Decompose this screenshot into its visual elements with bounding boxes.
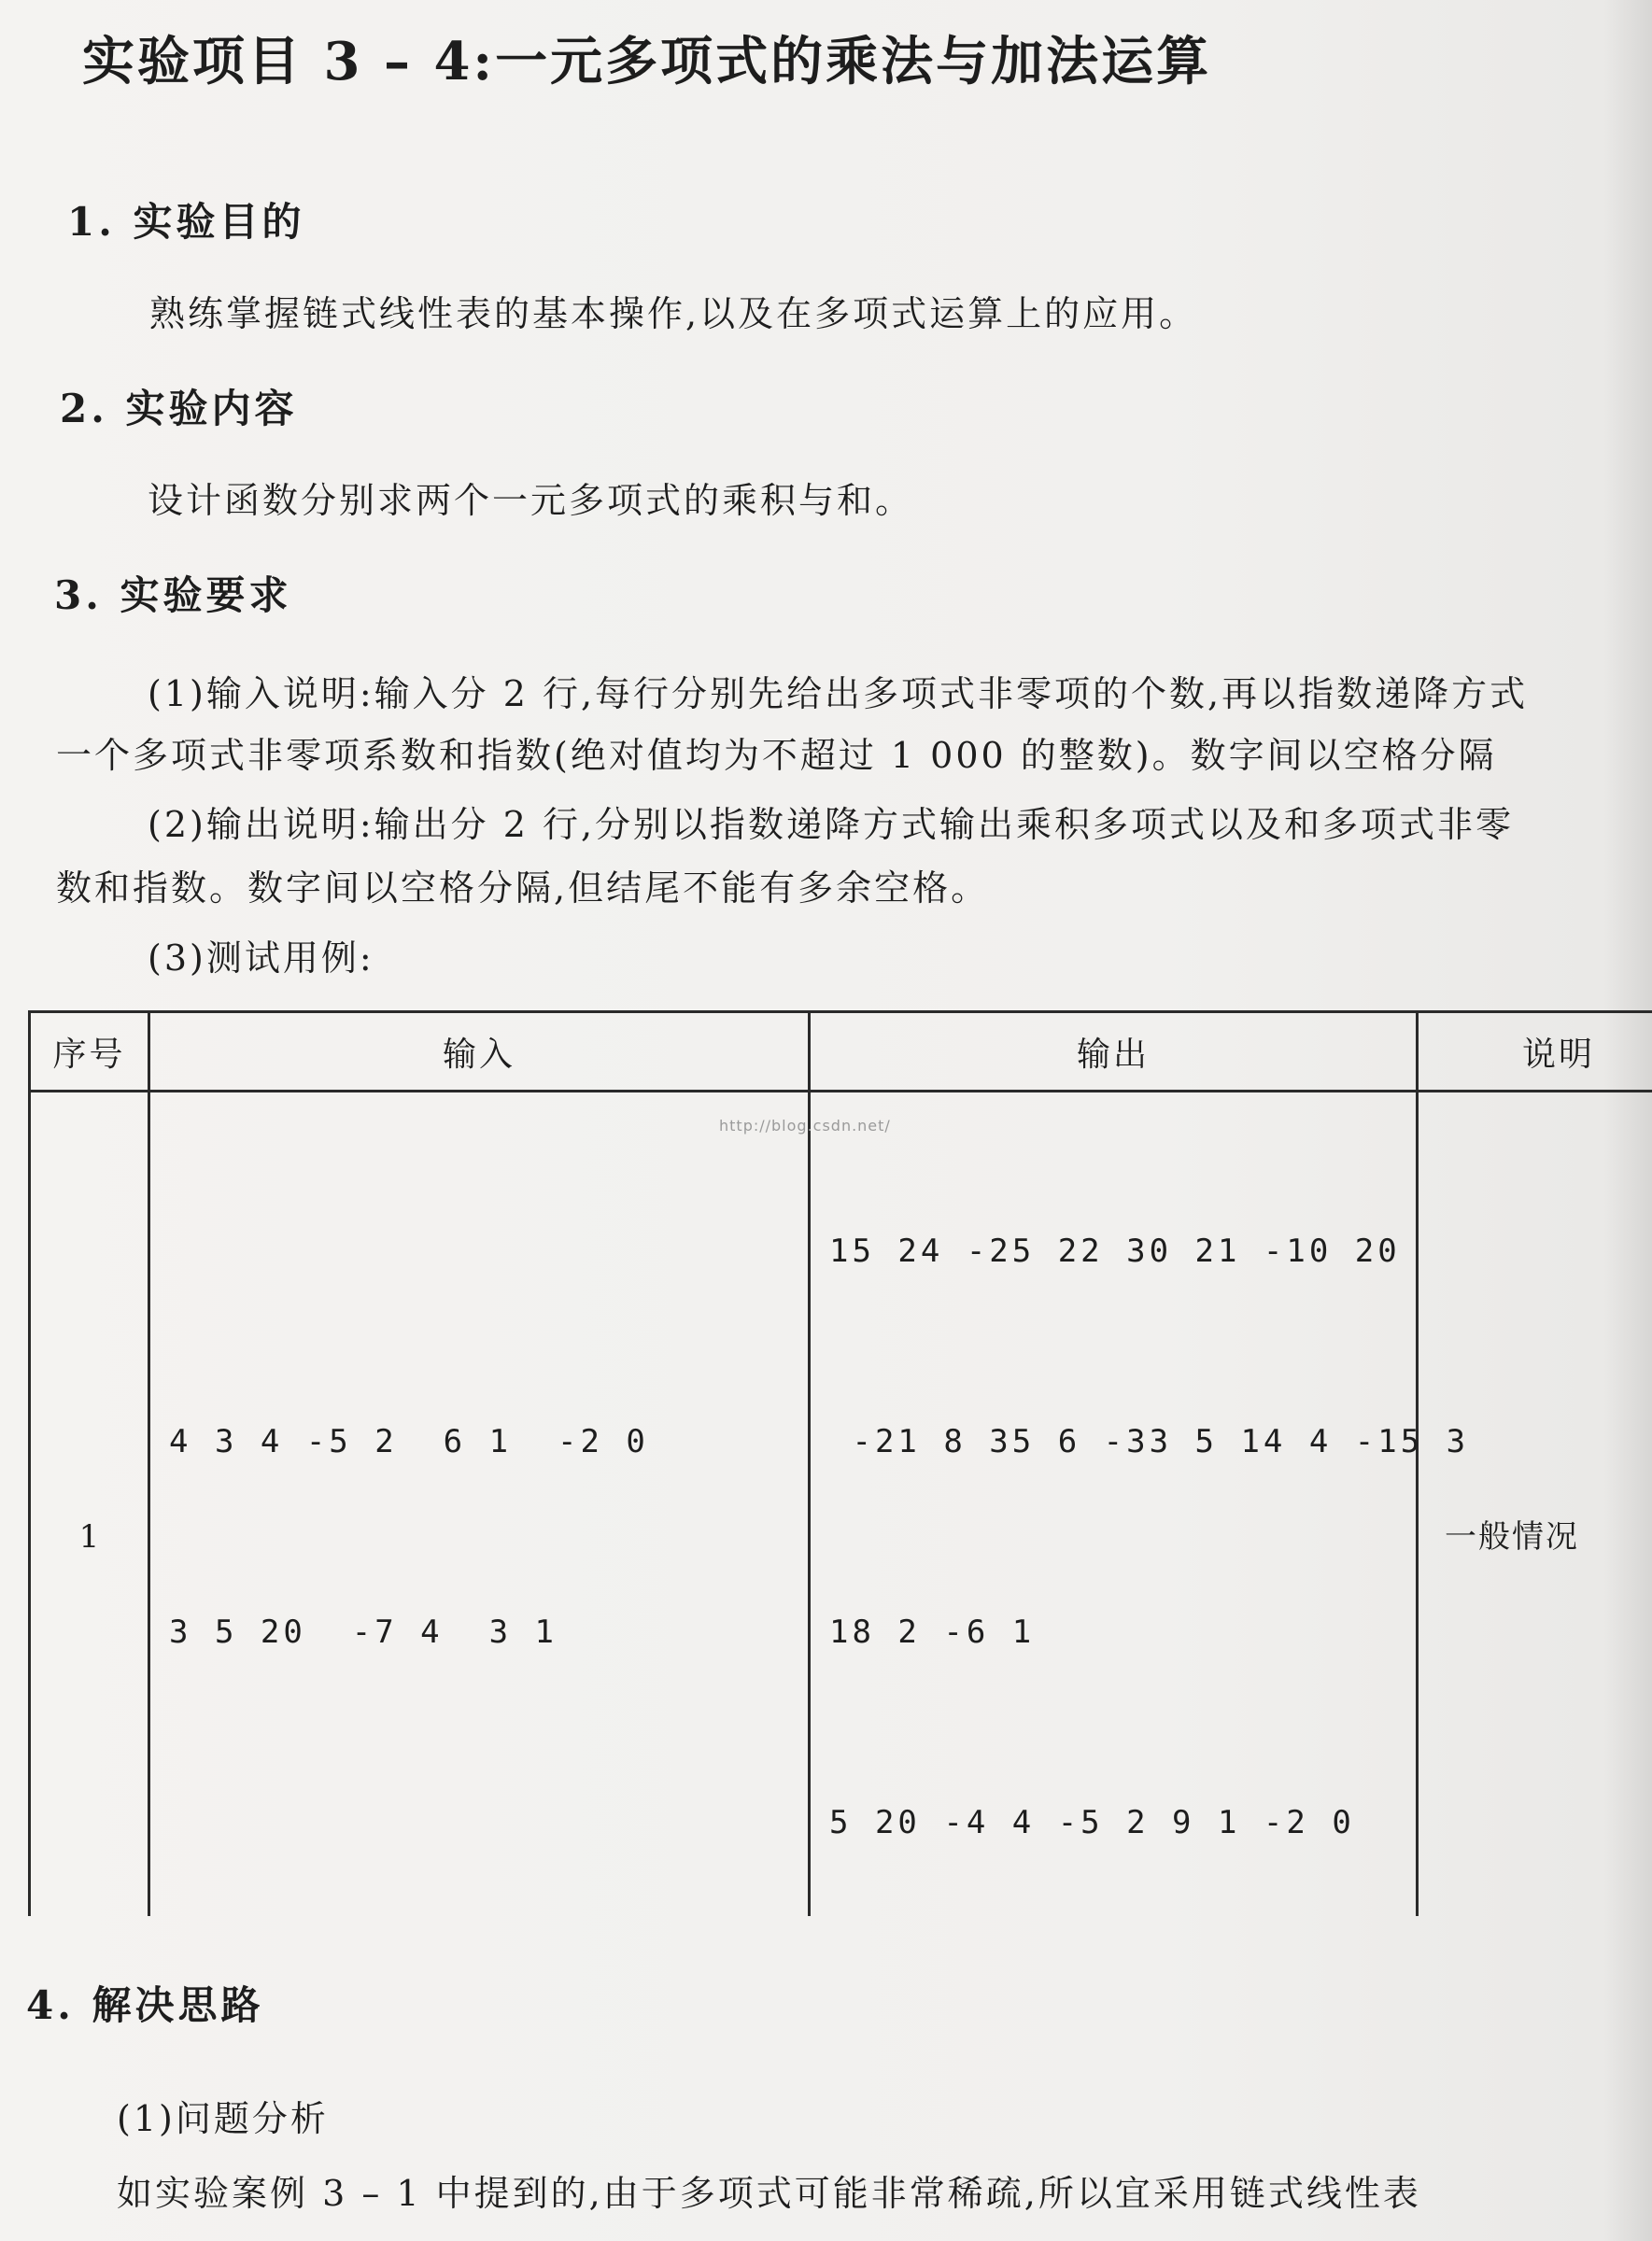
note-line: 一般情况 (1445, 1518, 1579, 1556)
output-spec-line-2: 数和指数。数字间以空格分隔,但结尾不能有多余空格。 (56, 867, 990, 909)
row-note (1418, 1092, 1652, 1917)
input-spec-line-1: (1)输入说明:输入分 2 行,每行分别先给出多项式非零项的个数,再以指数递降方式 (148, 673, 1529, 714)
section-4-text: 如实验案例 3 – 1 中提到的,由于多项式可能非常稀疏,所以宜采用链式线性表 (117, 2173, 1421, 2214)
row-input (149, 1092, 810, 1917)
section-1-heading: 1. 实验目的 (67, 199, 305, 245)
header-input: 输入 (149, 1012, 810, 1092)
test-cases-label: (3)测试用例: (148, 937, 374, 979)
table-row (30, 1092, 1652, 1917)
section-3-heading: 3. 实验要求 (54, 572, 292, 618)
row-output (810, 1092, 1470, 1917)
header-no: 序号 (30, 1012, 149, 1092)
input-spec-line-2: 一个多项式非零项系数和指数(绝对值均为不超过 1 000 的整数)。数字间以空格分隔 (56, 735, 1497, 776)
header-output: 输出 (810, 1012, 1418, 1092)
blog-watermark: http://blog.csdn.net/ (719, 1117, 891, 1135)
section-2-text: 设计函数分别求两个一元多项式的乘积与和。 (148, 480, 914, 521)
output-line: -21 8 35 6 -33 5 14 4 -15 3 (829, 1423, 1470, 1460)
row-number: 1 (30, 1092, 149, 1917)
test-case-table (28, 1010, 1652, 1916)
output-spec-line-1: (2)输出说明:输出分 2 行,分别以指数递降方式输出乘积多项式以及和多项式非零 (148, 804, 1515, 845)
output-line: 18 2 -6 1 (829, 1614, 1036, 1651)
page-title: 实验项目 3 – 4:一元多项式的乘法与加法运算 (82, 31, 1212, 92)
test-case-table-wrapper (28, 1010, 1652, 1916)
input-line: 4 3 4 -5 2 6 1 -2 0 (169, 1423, 649, 1460)
table-header-row (30, 1012, 1652, 1092)
input-line: 3 5 20 -7 4 3 1 (169, 1614, 558, 1651)
section-4-subheading: (1)问题分析 (117, 2098, 329, 2139)
section-2-heading: 2. 实验内容 (60, 386, 298, 431)
output-line: 15 24 -25 22 30 21 -10 20 (829, 1233, 1401, 1270)
output-line: 5 20 -4 4 -5 2 9 1 -2 0 (829, 1804, 1355, 1841)
header-note: 说明 (1418, 1012, 1652, 1092)
section-4-heading: 4. 解决思路 (26, 1982, 264, 2028)
section-1-text: 熟练掌握链式线性表的基本操作,以及在多项式运算上的应用。 (149, 293, 1198, 334)
